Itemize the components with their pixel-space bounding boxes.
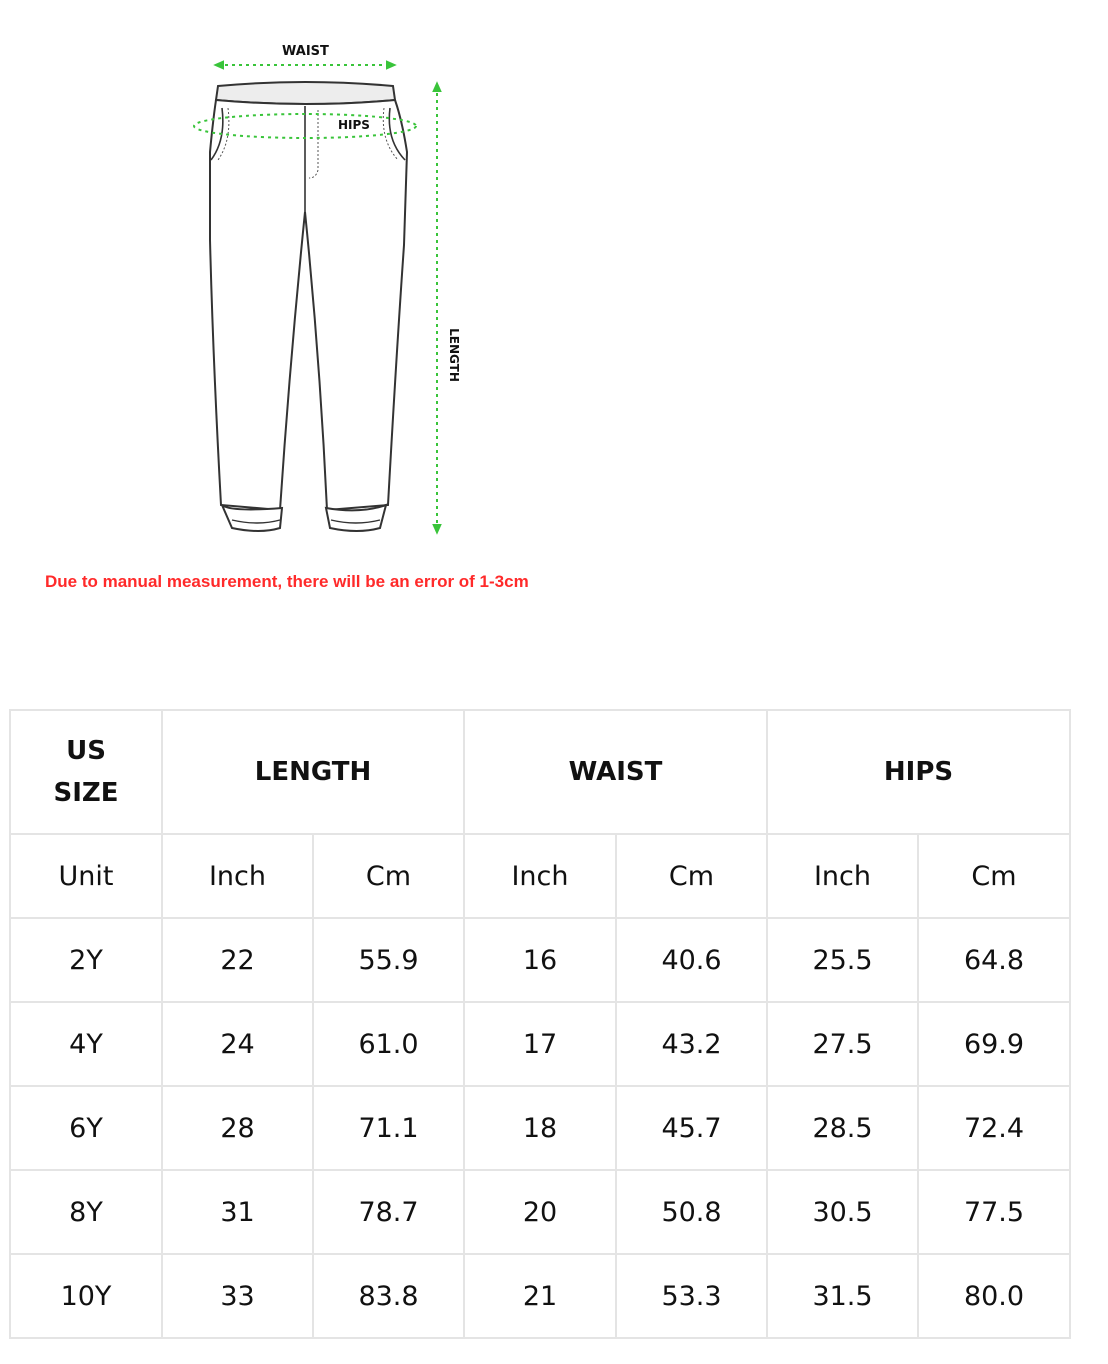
table-cell: 25.5	[767, 918, 918, 1002]
measurement-note: Due to manual measurement, there will be an error of 1-3cm	[45, 572, 529, 591]
table-cell: 77.5	[918, 1170, 1070, 1254]
table-cell: 20	[464, 1170, 616, 1254]
pants-outline	[210, 100, 407, 510]
table-cell: 43.2	[616, 1002, 767, 1086]
table-cell: 28	[162, 1086, 313, 1170]
header-hips: HIPS	[767, 710, 1070, 834]
table-row	[10, 1170, 1070, 1254]
right-cuff	[326, 505, 386, 531]
table-cell: 28.5	[767, 1086, 918, 1170]
table-cell: 31.5	[767, 1254, 918, 1338]
header-us-size	[10, 710, 162, 834]
table-cell: 80.0	[918, 1254, 1070, 1338]
table-cell: 71.1	[313, 1086, 464, 1170]
table-cell: 18	[464, 1086, 616, 1170]
table-cell: 33	[162, 1254, 313, 1338]
table-cell: 50.8	[616, 1170, 767, 1254]
unit-cell: Inch	[464, 834, 616, 918]
header-us-size-line1: US	[66, 736, 106, 766]
table-cell: 55.9	[313, 918, 464, 1002]
table-cell: 31	[162, 1170, 313, 1254]
table-cell: 78.7	[313, 1170, 464, 1254]
table-row	[10, 1254, 1070, 1338]
table-cell: 69.9	[918, 1002, 1070, 1086]
hips-label: HIPS	[338, 118, 370, 132]
table-cell: 40.6	[616, 918, 767, 1002]
table-cell: 17	[464, 1002, 616, 1086]
table-cell: 21	[464, 1254, 616, 1338]
table-cell: 22	[162, 918, 313, 1002]
header-waist: WAIST	[464, 710, 767, 834]
unit-cell: Cm	[313, 834, 464, 918]
length-label: LENGTH	[447, 328, 461, 382]
table-cell: 72.4	[918, 1086, 1070, 1170]
unit-cell: Inch	[767, 834, 918, 918]
unit-cell: Cm	[616, 834, 767, 918]
table-cell: 64.8	[918, 918, 1070, 1002]
header-us-size-line2: SIZE	[53, 778, 119, 808]
table-cell: 24	[162, 1002, 313, 1086]
pants-diagram	[0, 0, 620, 600]
pants-illustration	[0, 0, 620, 600]
table-cell: 61.0	[313, 1002, 464, 1086]
size-chart-table	[9, 709, 1071, 1339]
table-cell: 30.5	[767, 1170, 918, 1254]
left-cuff	[222, 505, 282, 531]
size-cell: 2Y	[10, 918, 162, 1002]
waist-label: WAIST	[282, 44, 329, 59]
table-cell: 83.8	[313, 1254, 464, 1338]
table-cell: 27.5	[767, 1002, 918, 1086]
table-cell: 16	[464, 918, 616, 1002]
table-row	[10, 918, 1070, 1002]
table-cell: 53.3	[616, 1254, 767, 1338]
table-row	[10, 1002, 1070, 1086]
header-length: LENGTH	[162, 710, 464, 834]
unit-cell: Cm	[918, 834, 1070, 918]
header-row	[10, 710, 1070, 834]
unit-cell: Unit	[10, 834, 162, 918]
table-cell: 45.7	[616, 1086, 767, 1170]
unit-cell: Inch	[162, 834, 313, 918]
size-cell: 8Y	[10, 1170, 162, 1254]
size-cell: 4Y	[10, 1002, 162, 1086]
unit-row	[10, 834, 1070, 918]
waistband-outline	[216, 82, 395, 104]
size-cell: 6Y	[10, 1086, 162, 1170]
size-cell: 10Y	[10, 1254, 162, 1338]
table-row	[10, 1086, 1070, 1170]
